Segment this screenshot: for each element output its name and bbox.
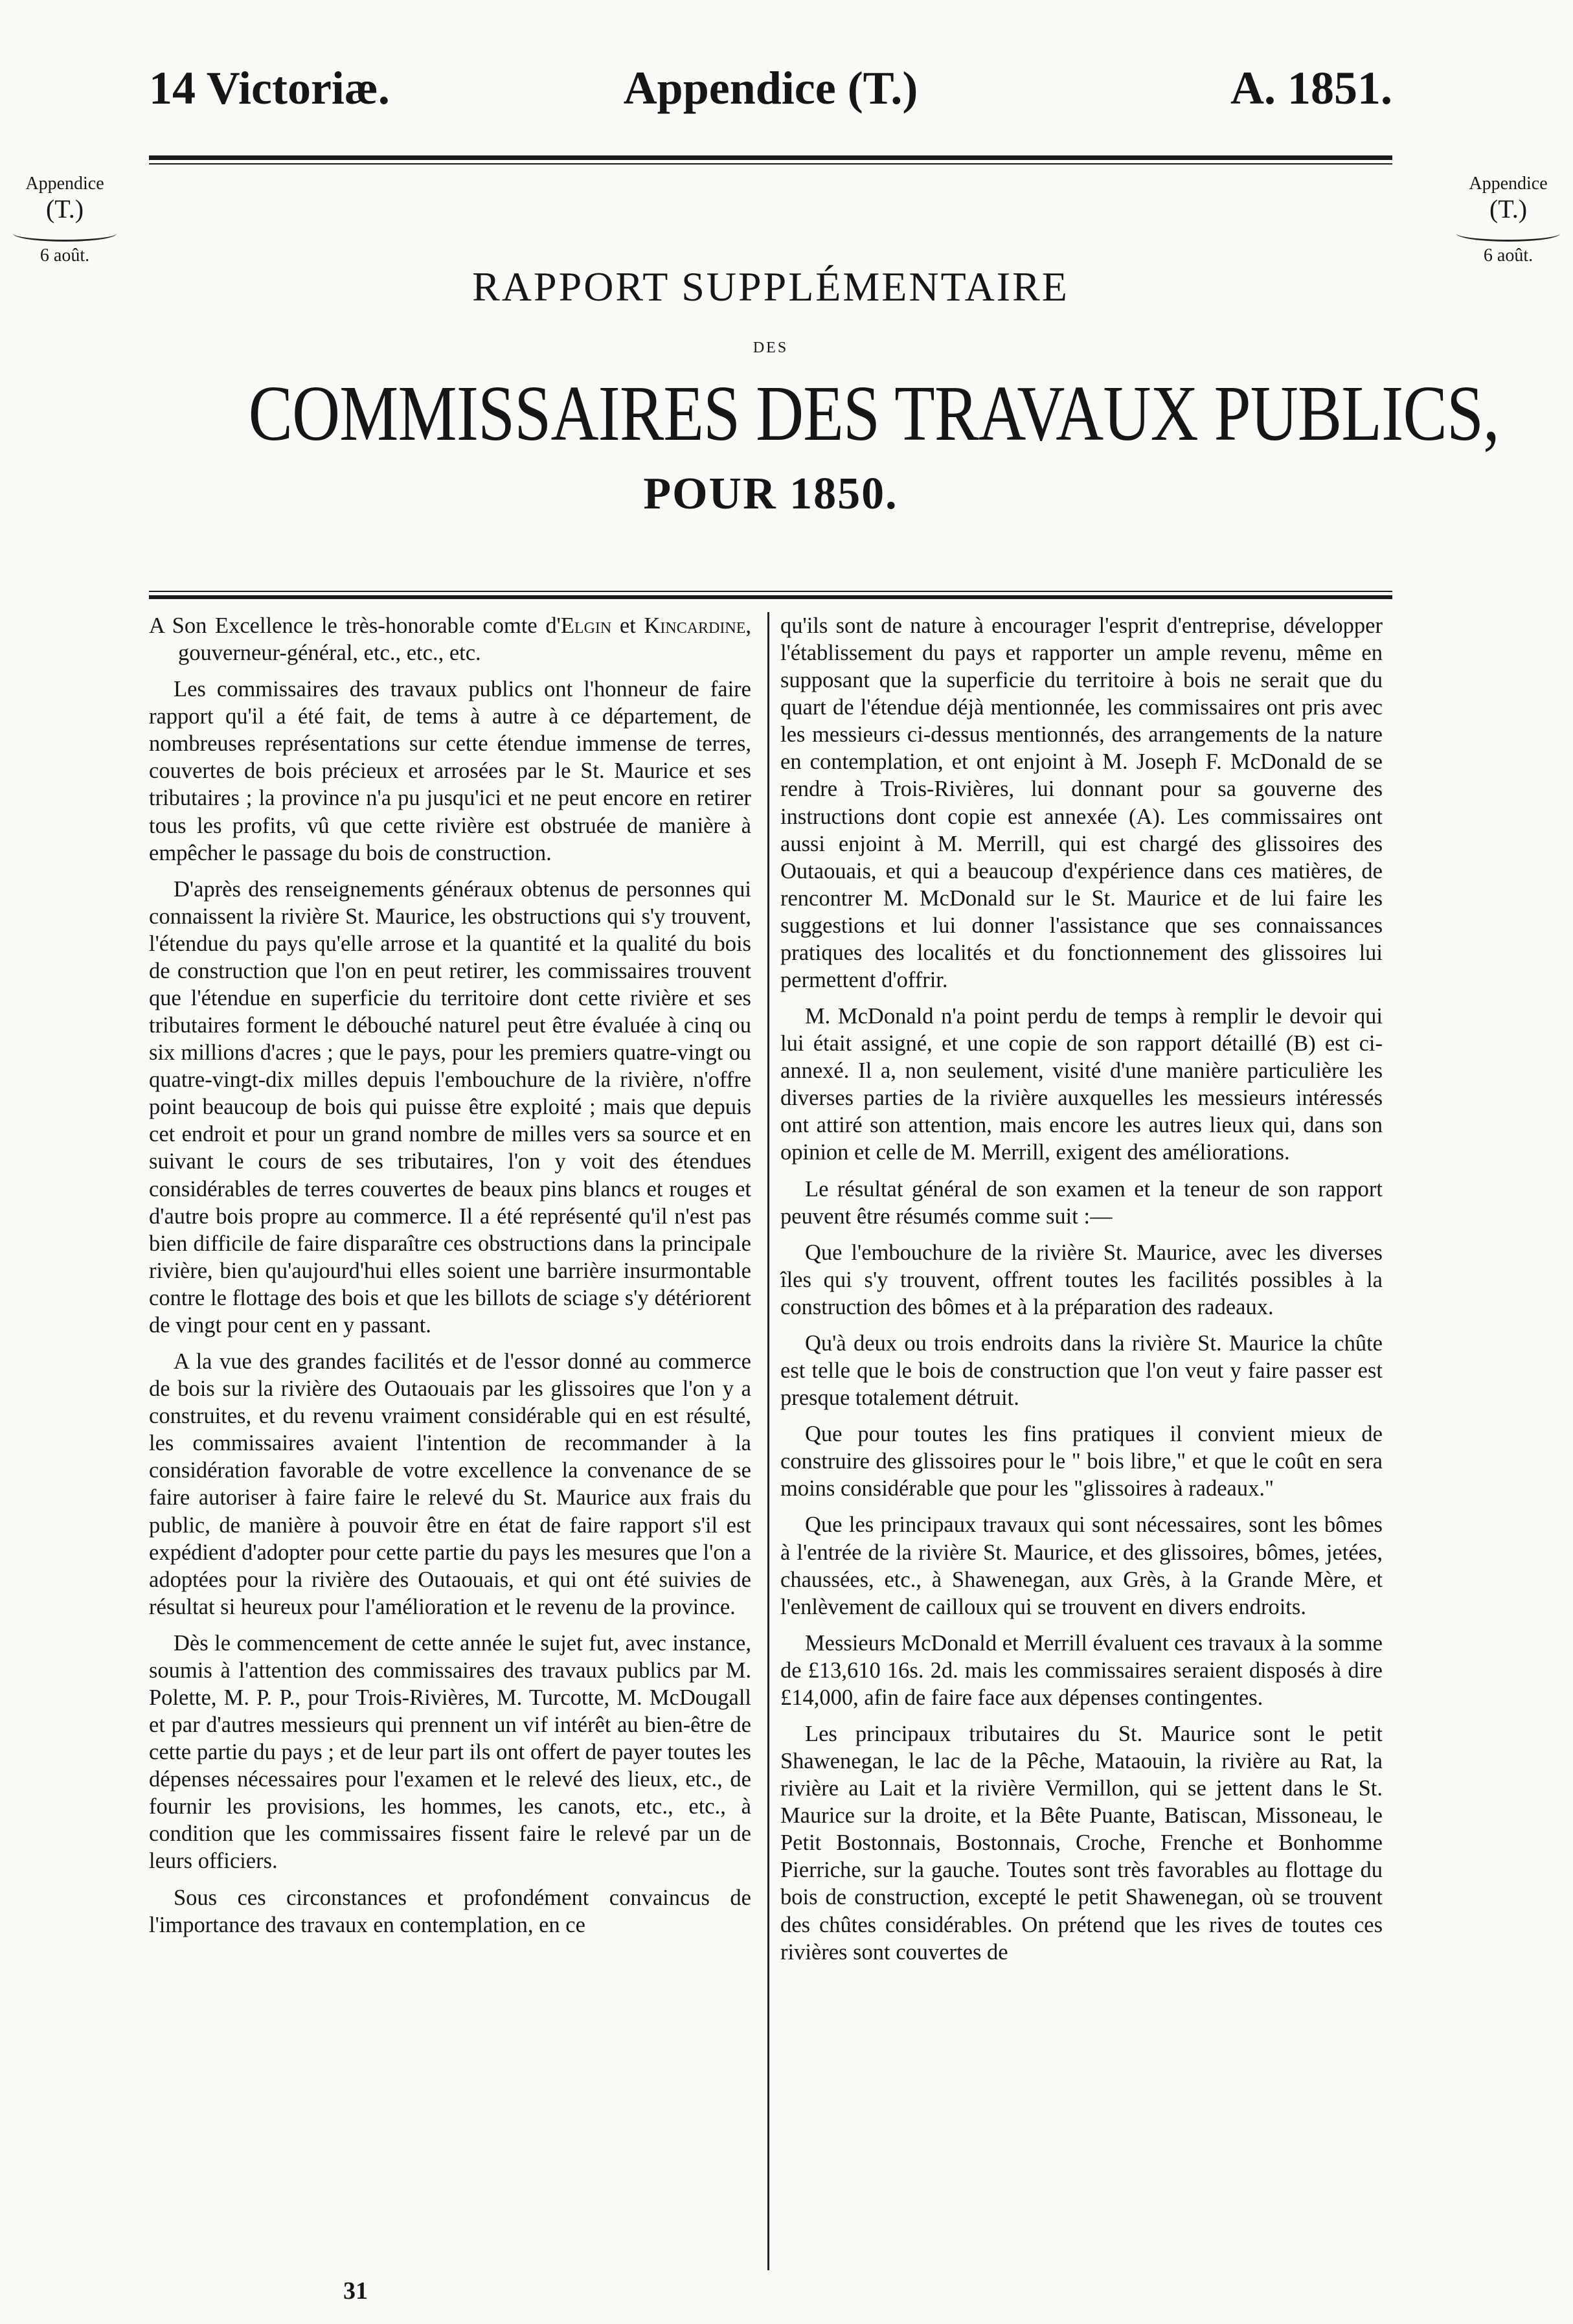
margin-note-appendix: (T.) [45,194,84,224]
page-number: 31 [343,2277,368,2305]
address-name-elgin: Elgin [560,613,612,638]
address-text: A Son Excellence le très-honorable comte d' [149,613,561,638]
header-left: 14 Victoriæ. [149,62,390,114]
margin-note-appendix: (T.) [1489,194,1528,224]
body-columns [149,612,1392,2270]
address-paragraph [149,612,751,666]
margin-brace [1456,225,1560,242]
running-header [149,62,1392,133]
margin-brace [13,225,117,242]
margin-note-date: 6 août. [1483,245,1533,266]
margin-note-left [0,174,130,266]
header-center: Appendice (T.) [623,62,918,114]
address-name-kincardine: Kincardine [644,613,746,638]
paragraph: Que pour toutes les fins pratiques il convient mieux de construire des glissoires pour le " bois libre," et que le coût en sera moins considérable que pour les "glissoires à radeaux." [780,1422,1383,1501]
header-right: A. 1851. [1230,62,1392,114]
paragraph: Dès le commencement de cette année le sujet fut, avec instance, soumis à l'attention des commissaires des travaux publics par M. Polette, M. P. P., pour Trois-Rivières, M. Turcotte, M. McDougall et par d'autres messieurs qui prennent un vif intérêt au bien-être de cette partie du pays ; et de leur part ils ont offert de payer toutes les dépenses nécessaires pour l'examen et le relevé des lieux, etc., de fournir les provisions, les hommes, les canots, etc., etc., à condition que les commissaires fissent faire le relevé par un de leurs officiers. [149,1630,751,1874]
paragraph: Les commissaires des travaux publics ont l'honneur de faire rapport qu'il a été fait, de tems à autre à ce département, de nombreuses représentations sur cette étendue immense de terres, couvertes de bois précieux et arrosées par le St. Maurice et ses tributaires ; la province n'a pu jusqu'ici et ne peut encore en retirer tous les profits, vû que cette rivière est obstruée de manière à empêcher le passage du bois de construction. [149,677,751,865]
paragraph: Que l'embouchure de la rivière St. Maurice, avec les diverses îles qui s'y trouvent, offrent toutes les facilités possibles à la construction des bômes et à la préparation des radeaux. [780,1240,1383,1319]
paragraph: Qu'à deux ou trois endroits dans la rivière St. Maurice la chûte est telle que le bois de construction que l'on veut y faire passer est presque totalement détruit. [780,1330,1383,1411]
paragraph: D'après des renseignements généraux obtenus de personnes qui connaissent la rivière St. Maurice, les obstructions qui s'y trouvent, l'étendue du pays qu'elle arrose et la quantité et la qualité du bois de construction que l'on en peut retirer, les commissaires trouvent que l'étendue en superficie du territoire dont cette rivière et ses tributaires forment le débouché naturel peut être évaluée à cinq ou six millions d'acres ; que le pays, pour les premiers quatre-vingt ou quatre-vingt-dix milles depuis l'embouchure de la rivière, n'offre point beaucoup de bois qui puisse être exploité ; mais que depuis cet endroit et pour un grand nombre de milles vers sa source et en suivant le cours de ses tributaires, l'on y voit des étendues considérables de terres couvertes de beaux pins blancs et rouges et d'autre bois propre au commerce. Il a été représenté qu'il n'est pas bien difficile de faire disparaître ces obstructions dans la principale rivière, bien qu'aujourd'hui elles soient une barrière insurmontable contre le flottage des bois et que les billots de sciage s'y détériorent de vingt pour cent en y passant. [149,876,751,1338]
title-rule-thin [149,591,1392,592]
paragraph: M. McDonald n'a point perdu de temps à remplir le devoir qui lui était assigné, et une copie de son rapport détaillé (B) est ci-annexé. Il a, non seulement, visité d'une manière particulière les diverses parties de la rivière auxquelles les messieurs intéressés ont attiré son attention, mais encore les autres lieux qui, dans son opinion et celle de M. Merrill, exigent des améliorations. [780,1004,1383,1165]
header-rule-thin [149,163,1392,165]
paragraph: Le résultat général de son examen et la teneur de son rapport peuvent être résumés comme suit :— [780,1176,1383,1229]
address-text: , gouverneur-général, etc., etc., etc. [178,613,751,666]
paragraph: Les principaux tributaires du St. Maurice sont le petit Shawenegan, le lac de la Pêche, Mataouin, la rivière au Rat, la rivière au Lait et la rivière Vermillon, qui se jettent dans le St. Maurice sur la droite, et la Bête Puante, Batiscan, Missoneau, le Petit Bostonnais, Bostonnais, Croche, Frenche et Bonhomme Pierriche, sur la gauche. Toutes sont très favorables au flottage du bois de construction, excepté le petit Shawenegan, où se trouvent des chûtes considérables. On prétend que les rives de toutes ces rivières sont couvertes de [780,1721,1383,1965]
paragraph: qu'ils sont de nature à encourager l'esprit d'entreprise, développer l'établissement du pays et rapporter un ample revenu, même en supposant que la superficie du territoire à bois ne serait que du quart de l'étendue déjà mentionnée, les commissaires ont pris avec les messieurs ci-dessus mentionnés, des arrangements de la nature en contemplation, et ont enjoint à M. Joseph F. McDonald de se rendre à Trois-Rivières, lui donnant pour sa gouverne des instructions dont copie est annexée (A). Les commissaires ont aussi enjoint à M. Merrill, qui est chargé des glissoires des Outaouais, et qui a beaucoup d'expérience dans ces matières, de rencontrer M. McDonald sur le St. Maurice et de lui faire les suggestions et lui donner l'assistance que ses connaissances pratiques des localités et du fonctionnement des glissoires lui permettent d'offrir. [780,613,1383,993]
column-divider [767,612,769,2270]
paragraph: Messieurs McDonald et Merrill évaluent ces travaux à la somme de £13,610 16s. 2d. mais les commissaires seraient disposés à dire £14,000, afin de faire face aux dépenses contingentes. [780,1630,1383,1710]
title-line-1: RAPPORT SUPPLÉMENTAIRE [472,264,1069,310]
title-block [149,262,1499,520]
paragraph: Sous ces circonstances et profondément convaincus de l'importance des travaux en contemplation, en ce [149,1885,751,1937]
margin-note-right [1443,174,1573,266]
title-line-4: POUR 1850. [643,468,898,519]
paragraph: A la vue des grandes facilités et de l'essor donné au commerce de bois sur la rivière des Outaouais par les glissoires que l'on y a construites, et du revenu vraiment considérable qui en est résulté, les commissaires avaient l'intention de recommander à la considération favorable de votre excellence la convenance de se faire autoriser à faire faire le relevé du St. Maurice aux frais du public, de manière à pouvoir être en état de faire rapport s'il est expédient d'adopter pour cette partie du pays les mesures que l'on a adoptées pour la rivière des Outaouais, et qui ont été suivies de résultat si heureux pour l'amélioration et le revenu de la province. [149,1349,751,1619]
header-rule-thick [149,155,1392,160]
margin-note-label: Appendice [1469,174,1548,194]
address-text: et [611,613,644,638]
margin-note-date: 6 août. [40,245,90,266]
title-line-2: DES [753,339,789,356]
margin-note-label: Appendice [25,174,104,194]
title-rule-thick [149,595,1392,599]
right-column [780,612,1383,1975]
left-column [149,612,751,1948]
title-line-3: COMMISSAIRES DES TRAVAUX PUBLICS, [248,369,1499,457]
paragraph: Que les principaux travaux qui sont nécessaires, sont les bômes à l'entrée de la rivière St. Maurice, et des glissoires, bômes, jetées, chaussées, etc., à Shawenegan, aux Grès, à la Grande Mère, et l'enlèvement de cailloux qui se trouvent en divers endroits. [780,1512,1383,1619]
